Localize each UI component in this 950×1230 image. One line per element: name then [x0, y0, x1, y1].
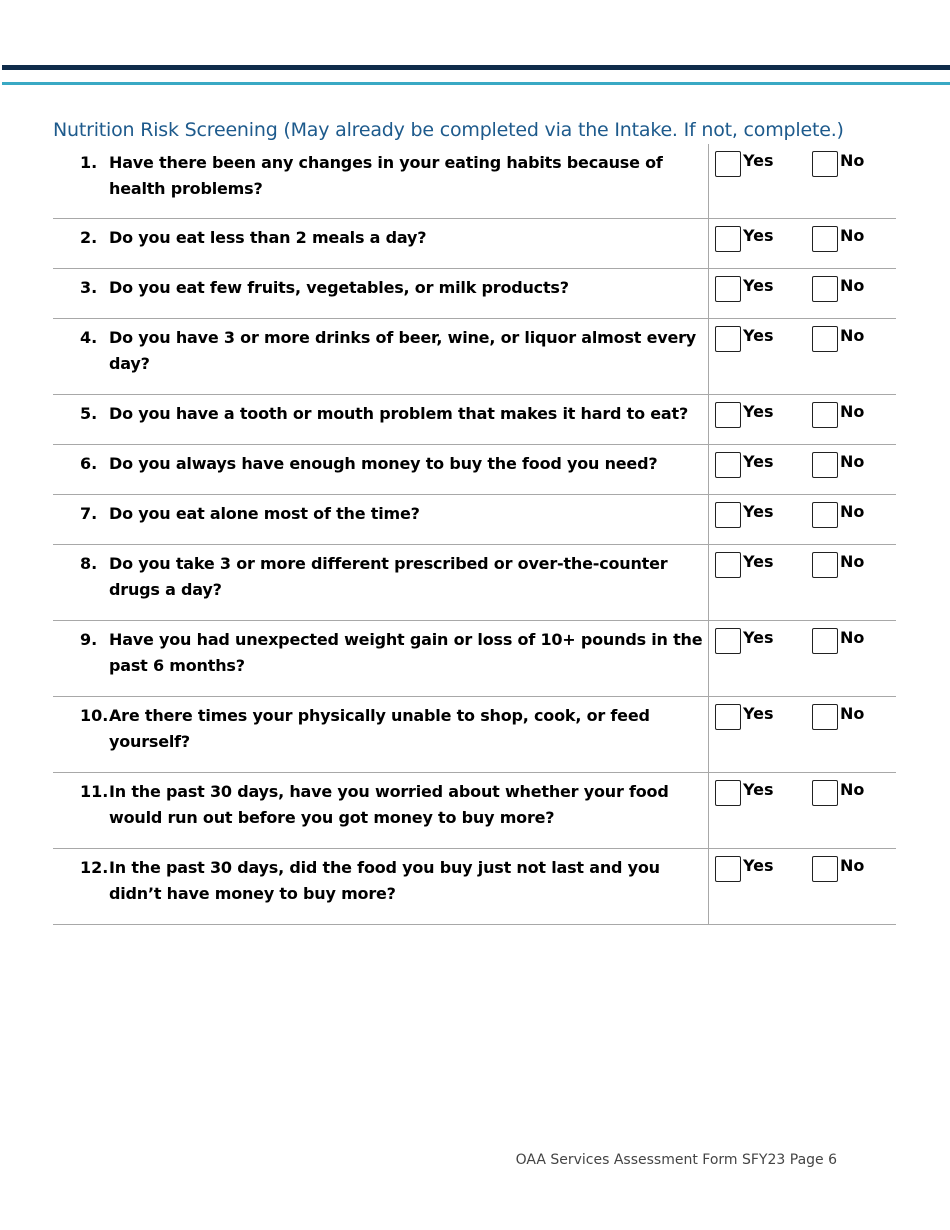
no-option[interactable] — [812, 855, 864, 882]
yes-checkbox[interactable] — [715, 326, 741, 352]
no-label: No — [840, 552, 865, 571]
question-text: Do you have 3 or more drinks of beer, wine, or liquor almost every day? — [109, 328, 697, 373]
question-row-3 — [53, 269, 896, 319]
yes-label: Yes — [743, 628, 774, 647]
no-label: No — [840, 226, 865, 245]
no-option[interactable] — [812, 501, 864, 528]
no-checkbox[interactable] — [812, 552, 838, 578]
no-checkbox[interactable] — [812, 780, 838, 806]
question-text: Do you eat less than 2 meals a day? — [109, 228, 427, 247]
question-number: 1. — [80, 153, 98, 172]
question-text: In the past 30 days, did the food you buy just not last and you didn’t have money to buy more? — [109, 858, 660, 903]
screening-table — [53, 144, 896, 925]
no-checkbox[interactable] — [812, 628, 838, 654]
question-text: Do you have a tooth or mouth problem that makes it hard to eat? — [109, 404, 689, 423]
question-row-9 — [53, 621, 896, 697]
yes-checkbox[interactable] — [715, 276, 741, 302]
yes-label: Yes — [743, 226, 774, 245]
no-option[interactable] — [812, 225, 864, 252]
yes-checkbox[interactable] — [715, 452, 741, 478]
yes-checkbox[interactable] — [715, 502, 741, 528]
question-number: 10. — [80, 706, 109, 725]
yes-option[interactable] — [715, 627, 774, 654]
no-label: No — [840, 452, 865, 471]
no-label: No — [840, 628, 865, 647]
no-label: No — [840, 502, 865, 521]
yes-option[interactable] — [715, 501, 774, 528]
question-number: 5. — [80, 404, 98, 423]
header-rule-light — [2, 82, 950, 85]
yes-checkbox[interactable] — [715, 628, 741, 654]
question-text: Are there times your physically unable to shop, cook, or feed yourself? — [109, 706, 650, 751]
no-option[interactable] — [812, 703, 864, 730]
no-option[interactable] — [812, 325, 864, 352]
no-checkbox[interactable] — [812, 856, 838, 882]
question-row-1 — [53, 144, 896, 219]
yes-label: Yes — [743, 276, 774, 295]
yes-option[interactable] — [715, 325, 774, 352]
no-checkbox[interactable] — [812, 276, 838, 302]
question-number: 11. — [80, 782, 109, 801]
question-text: In the past 30 days, have you worried about whether your food would run out before you got money to buy more? — [109, 782, 669, 827]
no-label: No — [840, 780, 865, 799]
yes-option[interactable] — [715, 401, 774, 428]
yes-checkbox[interactable] — [715, 856, 741, 882]
question-number: 7. — [80, 504, 98, 523]
yes-label: Yes — [743, 704, 774, 723]
question-row-8 — [53, 545, 896, 621]
no-label: No — [840, 151, 865, 170]
no-label: No — [840, 276, 865, 295]
yes-label: Yes — [743, 856, 774, 875]
question-row-10 — [53, 697, 896, 773]
yes-option[interactable] — [715, 703, 774, 730]
yes-label: Yes — [743, 780, 774, 799]
yes-checkbox[interactable] — [715, 552, 741, 578]
section-title: Nutrition Risk Screening (May already be completed via the Intake. If not, complete.) — [53, 119, 844, 141]
header-rule-dark — [2, 65, 950, 70]
question-row-4 — [53, 319, 896, 395]
yes-checkbox[interactable] — [715, 402, 741, 428]
no-option[interactable] — [812, 150, 864, 177]
yes-option[interactable] — [715, 551, 774, 578]
question-text: Have you had unexpected weight gain or loss of 10+ pounds in the past 6 months? — [109, 630, 703, 675]
question-row-2 — [53, 219, 896, 269]
no-checkbox[interactable] — [812, 226, 838, 252]
yes-checkbox[interactable] — [715, 226, 741, 252]
question-number: 3. — [80, 278, 98, 297]
question-text: Do you always have enough money to buy the food you need? — [109, 454, 658, 473]
no-label: No — [840, 326, 865, 345]
yes-option[interactable] — [715, 225, 774, 252]
yes-label: Yes — [743, 452, 774, 471]
question-number: 9. — [80, 630, 98, 649]
question-row-12 — [53, 849, 896, 925]
question-number: 4. — [80, 328, 98, 347]
question-row-6 — [53, 445, 896, 495]
yes-checkbox[interactable] — [715, 151, 741, 177]
no-option[interactable] — [812, 401, 864, 428]
question-row-11 — [53, 773, 896, 849]
no-checkbox[interactable] — [812, 326, 838, 352]
page-footer: OAA Services Assessment Form SFY23 Page 6 — [515, 1152, 837, 1168]
question-text: Do you eat few fruits, vegetables, or milk products? — [109, 278, 569, 297]
yes-option[interactable] — [715, 150, 774, 177]
question-row-5 — [53, 395, 896, 445]
no-label: No — [840, 856, 865, 875]
yes-label: Yes — [743, 402, 774, 421]
question-text: Do you eat alone most of the time? — [109, 504, 420, 523]
yes-option[interactable] — [715, 451, 774, 478]
no-option[interactable] — [812, 627, 864, 654]
no-option[interactable] — [812, 275, 864, 302]
no-option[interactable] — [812, 779, 864, 806]
no-checkbox[interactable] — [812, 704, 838, 730]
question-text: Have there been any changes in your eating habits because of health problems? — [109, 153, 663, 198]
yes-checkbox[interactable] — [715, 704, 741, 730]
question-number: 8. — [80, 554, 98, 573]
question-number: 6. — [80, 454, 98, 473]
yes-option[interactable] — [715, 275, 774, 302]
no-label: No — [840, 704, 865, 723]
no-label: No — [840, 402, 865, 421]
no-checkbox[interactable] — [812, 452, 838, 478]
no-checkbox[interactable] — [812, 151, 838, 177]
question-number: 2. — [80, 228, 98, 247]
yes-checkbox[interactable] — [715, 780, 741, 806]
no-checkbox[interactable] — [812, 502, 838, 528]
yes-label: Yes — [743, 552, 774, 571]
question-number: 12. — [80, 858, 109, 877]
no-option[interactable] — [812, 551, 864, 578]
yes-option[interactable] — [715, 855, 774, 882]
yes-label: Yes — [743, 502, 774, 521]
yes-option[interactable] — [715, 779, 774, 806]
no-option[interactable] — [812, 451, 864, 478]
question-row-7 — [53, 495, 896, 545]
yes-label: Yes — [743, 326, 774, 345]
yes-label: Yes — [743, 151, 774, 170]
no-checkbox[interactable] — [812, 402, 838, 428]
question-text: Do you take 3 or more different prescribed or over-the-counter drugs a day? — [109, 554, 668, 599]
